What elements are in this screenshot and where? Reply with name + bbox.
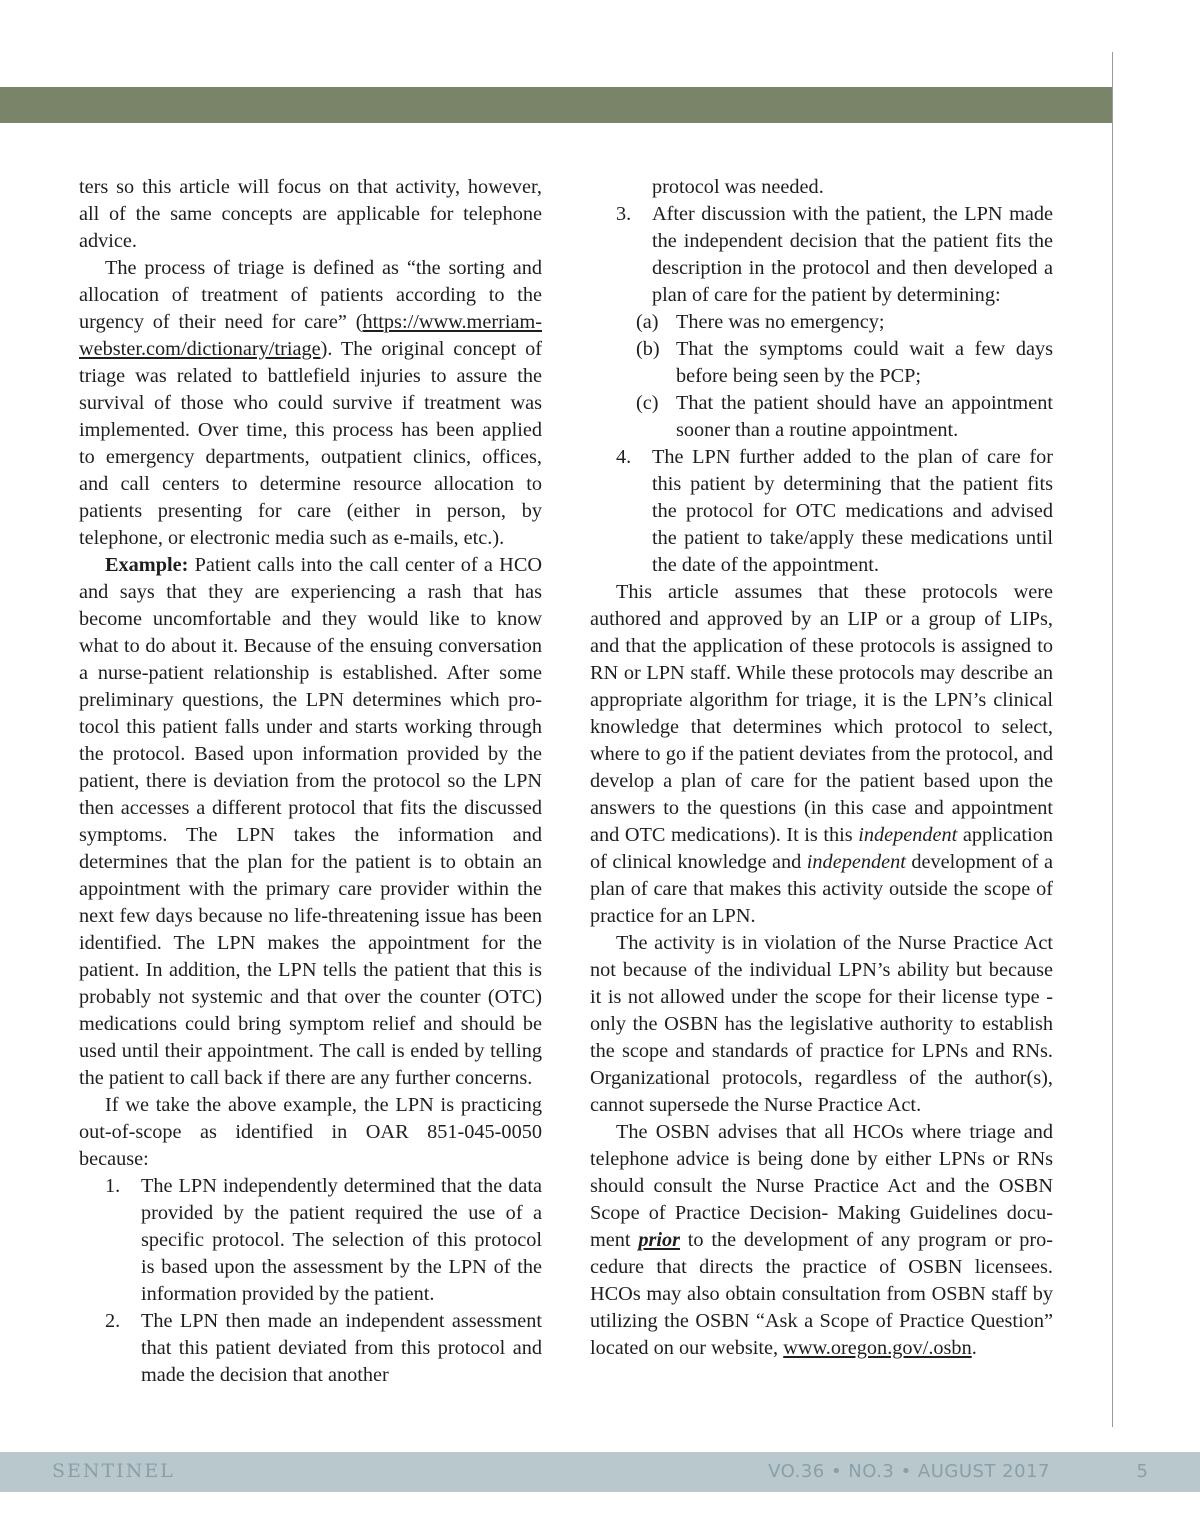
footer-bar (0, 1452, 1200, 1492)
merriam-webster-link[interactable]: https://www.merriam-webster.com/dictionary/triage (79, 311, 542, 360)
lettered-sublist (590, 309, 1053, 444)
page-edge-rule (1112, 52, 1113, 1427)
numbered-list-continued (590, 174, 1053, 309)
list-item (79, 1308, 542, 1389)
sublist-text: That the symptoms could wait a few days before being seen by the PCP; (676, 338, 1053, 387)
sublist-item (636, 336, 1053, 390)
publication-name: SENTINEL (52, 1460, 175, 1482)
list-number: 2. (105, 1310, 121, 1332)
paragraph-text: The process of triage is defined as “the sorting and allocation of treatment of patients according to the urgency of their need for care” ( (79, 257, 542, 333)
paragraph-text: Patient calls into the call center of a HCO and says that they are experiencing a rash that has become uncomfortable and they would like to know what to do about it. Because of the ensuing conversation a nurse-patient relationship is established. After some preliminary questions, the LPN determines which protocol this patient falls under and starts working through the protocol. Based upon information provided by the patient, there is deviation from the protocol so the LPN then accesses a different protocol that fits the discussed symptoms. The LPN takes the information and determines that the plan for the patient is to obtain an appointment with the primary care provider within the next few days because no life-threatening issue has been identified. The LPN makes the appointment for the patient. In addition, the LPN tells the patient that this is probably not systemic and that over the counter (OTC) medications could bring symptom relief and should be used until their appointment. The call is ended by telling the patient to call back if there are any further concerns. (79, 554, 542, 1089)
paragraph-text: ). The original concept of triage was related to battlefield injuries to assure the survival of those who could survive if treatment was implemented. Over time, this process has been applied to emergency departments, outpatient clinics, offices, and call centers to determine resource allocation to patients presenting for care (either in person, by telephone, or electronic media such as e-mails, etc.). (79, 338, 542, 549)
paragraph-osbn-advice (590, 1119, 1053, 1362)
emphasis-independent: independent (806, 851, 906, 873)
emphasis-independent: independent (858, 824, 958, 846)
list-number: 1. (105, 1175, 121, 1197)
paragraph-continuation: ters so this article will focus on that activity, however, all of the same concepts are applicable for telephone advice. (79, 176, 542, 252)
sublist-label: (a) (636, 311, 659, 333)
list-item-text: After discussion with the patient, the LPN made the independent decision that the patient fits the description in the protocol and then developed a plan of care for the patient by determining: (652, 203, 1053, 306)
paragraph-out-of-scope: If we take the above example, the LPN is practicing out-of-scope as identified in OAR 851-045-0050 because: (79, 1094, 542, 1170)
list-number: 4. (616, 446, 632, 468)
paragraph-text: This article assumes that these protocols were authored and approved by an LIP or a group of LIPs, and that the application of these protocols is assigned to RN or LPN staff. While these protocols may describe an appropriate algorithm for triage, it is the LPN’s clinical knowledge that determines which protocol to select, where to go if the patient deviates from the protocol, and develop a plan of care for the patient based upon the answers to the questions (in this case and appointment and OTC medications). It is this (590, 581, 1053, 846)
sublist-label: (b) (636, 338, 660, 360)
paragraph-text: application of clinical knowledge and (590, 824, 1053, 873)
header-color-band (0, 87, 1112, 123)
paragraph-text: development of a plan of care that makes this activity outside the scope of practice for an LPN. (590, 851, 1053, 927)
issue-info: VO.36 • NO.3 • AUGUST 2017 (768, 1461, 1050, 1482)
paragraph-example (79, 552, 542, 1092)
paragraph-violation: The activity is in violation of the Nurse Practice Act not because of the individual LPN’s ability but because it is not allowed under the scope for their license type - only the OSBN has the legislative authority to establish the scope and standards of practice for LPNs and RNs. Organizational protocols, regardless of the author(s), cannot supersede the Nurse Practice Act. (590, 932, 1053, 1116)
paragraph-triage-definition (79, 255, 542, 552)
sublist-item (636, 390, 1053, 444)
list-item (590, 444, 1053, 579)
list-number: 3. (616, 203, 632, 225)
osbn-website-link[interactable]: www.oregon.gov/.osbn (783, 1337, 972, 1359)
numbered-list (79, 1173, 542, 1389)
paragraph-text: . (971, 1337, 977, 1359)
right-column (590, 174, 1053, 1362)
left-column (79, 174, 542, 1389)
numbered-list-continued (590, 444, 1053, 579)
paragraph-text: to the development of any program or procedure that directs the practice of OSBN licensees. HCOs may also obtain consultation from OSBN staff by utilizing the OSBN “Ask a Scope of Practice Question” located on our website, (590, 1229, 1054, 1359)
list-item-continuation (590, 174, 1053, 201)
emphasis-prior: prior (638, 1229, 681, 1251)
example-label: Example: (105, 554, 189, 576)
paragraph-protocol-assumptions (590, 579, 1053, 930)
page-number: 5 (1136, 1461, 1148, 1482)
list-item-text: protocol was needed. (652, 176, 824, 198)
list-item (79, 1173, 542, 1308)
list-item (590, 201, 1053, 309)
sublist-text: That the patient should have an appointment sooner than a routine appointment. (676, 392, 1053, 441)
list-item-text: The LPN then made an independent assessment that this patient deviated from this protocol and made the decision that another (141, 1310, 542, 1386)
paragraph-text: The OSBN advises that all HCOs where triage and telephone advice is being done by either LPNs or RNs should consult the Nurse Practice Act and the OSBN Scope of Practice Decision- Making Guidelines document (590, 1121, 1053, 1251)
sublist-text: There was no emergency; (676, 311, 885, 333)
sublist-item (636, 309, 1053, 336)
list-item-text: The LPN further added to the plan of care for this patient by determining that the patient fits the protocol for OTC medications and advised the patient to take/apply these medications until the date of the appointment. (652, 446, 1053, 576)
sublist-label: (c) (636, 392, 659, 414)
list-item-text: The LPN independently determined that the data provided by the patient required the use of a specific protocol. The selection of this protocol is based upon the assessment by the LPN of the information provided by the patient. (141, 1175, 542, 1305)
